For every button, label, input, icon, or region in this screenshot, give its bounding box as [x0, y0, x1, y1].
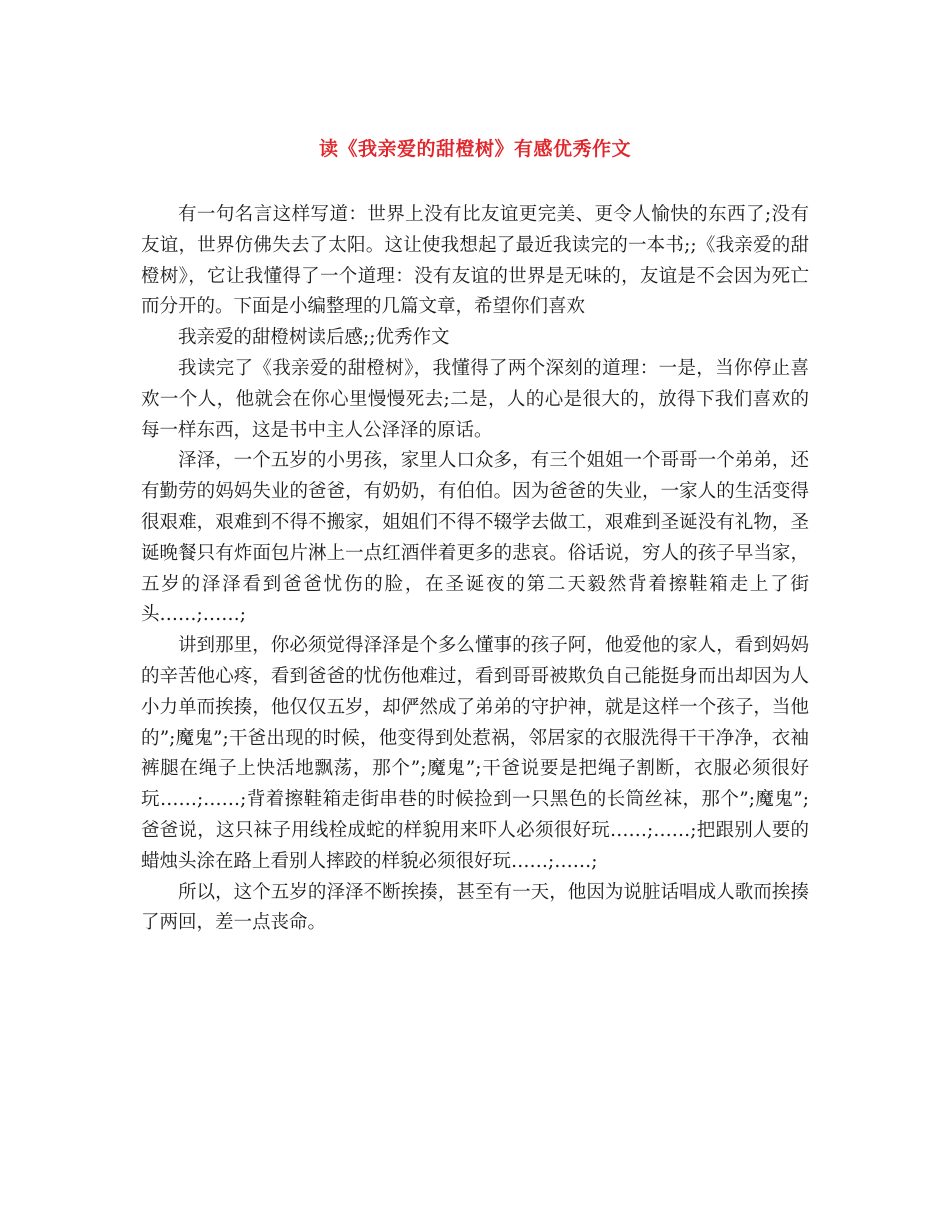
document-title: 读《我亲爱的甜橙树》有感优秀作文	[318, 138, 631, 160]
paragraph: 所以，这个五岁的泽泽不断挨揍，甚至有一天，他因为说脏话唱成人歌而挨揍了两回，差一点丧命。	[141, 881, 809, 934]
paragraph: 我亲爱的甜橙树读后感;;优秀作文	[178, 327, 450, 349]
paragraph: 有一句名言这样写道：世界上没有比友谊更完美、更令人愉快的东西了;没有友谊，世界仿佛失去了太阳。这让使我想起了最近我读完的一本书;;《我亲爱的甜橙树》，它让我懂得了一个道理：没有友谊的世界是无味的，友谊是不会因为死亡而分开的。下面是小编整理的几篇文章，希望你们喜欢	[141, 204, 809, 318]
paragraph: 我读完了《我亲爱的甜橙树》，我懂得了两个深刻的道理：一是，当你停止喜欢一个人，他就会在你心里慢慢死去;二是，人的心是很大的，放得下我们喜欢的每一样东西，这是书中主人公泽泽的原话。	[141, 357, 809, 441]
document-body	[141, 200, 809, 939]
paragraph: 讲到那里，你必须觉得泽泽是个多么懂事的孩子阿，他爱他的家人，看到妈妈的辛苦他心疼，看到爸爸的忧伤他难过，看到哥哥被欺负自己能挺身而出却因为人小力单而挨揍，他仅仅五岁，却俨然成了弟弟的守护神，就是这样一个孩子，当他的”;魔鬼”;干爸出现的时候，他变得到处惹祸，邻居家的衣服洗得干干净净，衣袖裤腿在绳子上快活地飘荡，那个”;魔鬼”;干爸说要是把绳子割断，衣服必须很好玩……;……;背着擦鞋箱走街串巷的时候捡到一只黑色的长筒丝袜，那个”;魔鬼”;爸爸说，这只袜子用线栓成蛇的样貌用来吓人必须很好玩……;……;把跟别人要的蜡烛头涂在路上看别人摔跤的样貌必须很好玩……;……;	[141, 635, 809, 872]
paragraph: 泽泽，一个五岁的小男孩，家里人口众多，有三个姐姐一个哥哥一个弟弟，还有勤劳的妈妈失业的爸爸，有奶奶，有伯伯。因为爸爸的失业，一家人的生活变得很艰难，艰难到不得不搬家，姐姐们不得不辍学去做工，艰难到圣诞没有礼物，圣诞晚餐只有炸面包片淋上一点红酒伴着更多的悲哀。俗话说，穷人的孩子早当家，五岁的泽泽看到爸爸忧伤的脸，在圣诞夜的第二天毅然背着擦鞋箱走上了街头……;……;	[141, 450, 809, 626]
